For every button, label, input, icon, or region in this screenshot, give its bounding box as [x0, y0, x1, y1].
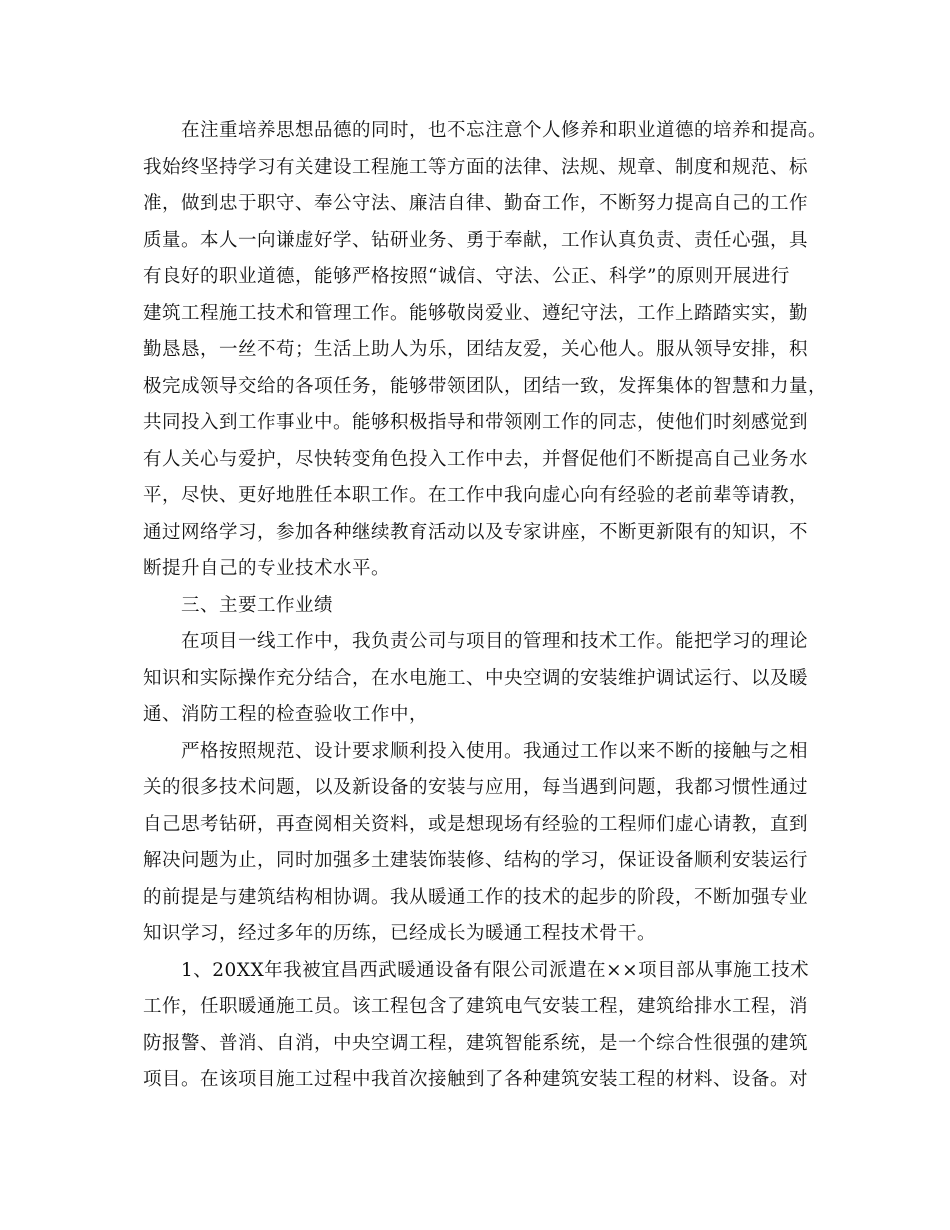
text-line: 平，尽快、更好地胜任本职工作。在工作中我向虚心向有经验的老前辈等请教， [143, 485, 809, 506]
text-line: 自己思考钻研，再查阅相关资料，或是想现场有经验的工程师们虚心请教，直到 [143, 813, 809, 835]
text-line: 防报警、普消、自消，中央空调工程，建筑智能系统，是一个综合性很强的建筑 [143, 1032, 809, 1054]
text-line: 在项目一线工作中，我负责公司与项目的管理和技术工作。能把学习的理论 [181, 631, 809, 652]
text-line: 建筑工程施工技术和管理工作。能够敬岗爱业、遵纪守法，工作上踏踏实实，勤 [143, 302, 809, 324]
text-line: 解决问题为止，同时加强多土建装饰装修、结构的学习，保证设备顺利安装运行 [143, 850, 809, 871]
section-heading: 三、主要工作业绩 [181, 594, 334, 616]
text-line: 断提升自己的专业技术水平。 [143, 558, 391, 579]
text-line: 通过网络学习，参加各种继续教育活动以及专家讲座，不断更新限有的知识，不 [143, 521, 809, 543]
text-line: 通、消防工程的检查验收工作中， [143, 704, 429, 725]
text-line: 的前提是与建筑结构相协调。我从暖通工作的技术的起步的阶段，不断加强专业 [143, 886, 809, 908]
text-line: 严格按照规范、设计要求顺利投入使用。我通过工作以来不断的接触与之相 [181, 740, 809, 762]
text-line: 质量。本人一向谦虚好学、钻研业务、勇于奉献，工作认真负责、责任心强，具 [143, 229, 809, 251]
text-line: 关的很多技术问题，以及新设备的安装与应用，每当遇到问题，我都习惯性通过 [143, 777, 809, 798]
text-line: 项目。在该项目施工过程中我首次接触到了各种建筑安装工程的材料、设备。对 [143, 1069, 809, 1090]
text-line: 知识学习，经过多年的历练，已经成长为暖通工程技术骨干。 [143, 923, 657, 944]
text-line: 我始终坚持学习有关建设工程施工等方面的法律、法规、规章、制度和规范、标 [143, 156, 809, 178]
text-line: 有人关心与爱护，尽快转变角色投入工作中去，并督促他们不断提高自己业务水 [143, 448, 809, 470]
text-line: 1、20XX年我被宜昌西武暖通设备有限公司派遣在××项目部从事施工技术 [181, 959, 810, 981]
text-line: 工作，任职暖通施工员。该工程包含了建筑电气安装工程，建筑给排水工程，消 [143, 996, 809, 1017]
text-line: 极完成领导交给的各项任务，能够带领团队，团结一致，发挥集体的智慧和力量， [143, 375, 828, 397]
text-line: 准，做到忠于职守、奉公守法、廉洁自律、勤奋工作，不断努力提高自己的工作 [143, 193, 809, 214]
text-line: 勤恳恳，一丝不苟；生活上助人为乐，团结友爱，关心他人。服从领导安排，积 [143, 339, 809, 360]
document-body [143, 113, 828, 1099]
text-line: 有良好的职业道德，能够严格按照“诚信、守法、公正、科学”的原则开展进行 [143, 266, 790, 287]
text-line: 在注重培养思想品德的同时，也不忘注意个人修养和职业道德的培养和提高。 [181, 120, 828, 141]
text-line: 知识和实际操作充分结合，在水电施工、中央空调的安装维护调试运行、以及暖 [143, 667, 809, 689]
text-line: 共同投入到工作事业中。能够积极指导和带领刚工作的同志，使他们时刻感觉到 [143, 412, 809, 433]
